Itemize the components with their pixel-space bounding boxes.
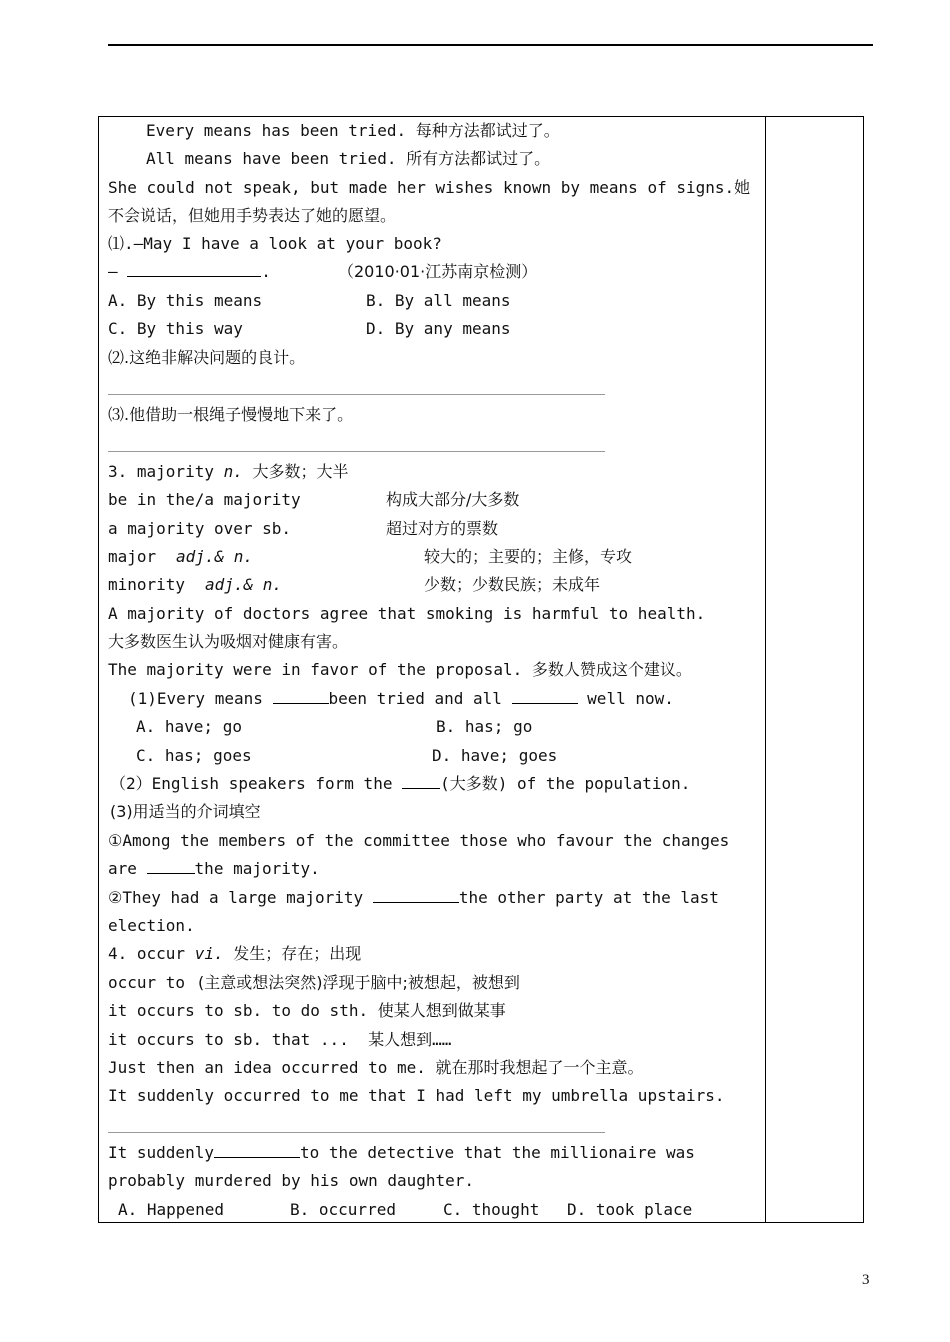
phrase-meaning: (主意或想法突然)浮现于脑中;被想起，被想到 (198, 973, 520, 992)
option-b: B. occurred (290, 1200, 396, 1219)
question-3 (108, 405, 353, 425)
question-text: to the detective that the millionaire was (299, 1143, 695, 1162)
example-sentence: The majority were in favor of the proposal. 多数人赞成这个建议。 (108, 660, 692, 679)
question-source: （2010·01·江苏南京检测） (338, 262, 538, 281)
table-column-divider (765, 116, 766, 1223)
question-2 (108, 348, 305, 368)
question-3-2 (108, 888, 719, 908)
option-d: D. have; goes (432, 746, 558, 765)
option-c: C. By this way (108, 319, 243, 338)
question-3-1: ①Among the members of the committee those who favour the changes (108, 831, 730, 850)
example-sentence: Just then an idea occurred to me. 就在那时我想起了一个主意。 (108, 1058, 644, 1077)
example-sentence: She could not speak, but made her wishes known by means of signs.她 (108, 178, 751, 197)
part-of-speech: n. (223, 462, 243, 481)
answer-blank[interactable] (373, 888, 459, 903)
vocab-word: 4. occur (108, 944, 186, 963)
vocab-heading (108, 944, 361, 964)
option-b: B. By all means (366, 291, 511, 310)
answer-blank[interactable] (512, 689, 578, 704)
option-d: D. took place (567, 1200, 693, 1219)
example-sentence: It suddenly occurred to me that I had left my umbrella upstairs. (108, 1086, 725, 1105)
answer-line: — . (108, 262, 271, 281)
question-3-2: election. (108, 916, 195, 935)
question-number: ⑶ (108, 405, 125, 424)
question-3-1 (108, 859, 320, 879)
question-1 (108, 234, 442, 254)
option-b: B. has; go (436, 717, 533, 736)
phrase-meaning: 超过对方的票数 (386, 519, 499, 538)
question (108, 1143, 695, 1163)
phrase-meaning: 构成大部分/大多数 (386, 490, 520, 509)
vocab-heading (108, 462, 349, 482)
example-translation: 大多数医生认为吸烟对健康有害。 (108, 632, 349, 651)
related-word: minority (108, 575, 186, 594)
question-number: ⑵ (108, 348, 125, 367)
dash: — (108, 262, 118, 281)
part-of-speech: adj.& n. (205, 575, 283, 594)
part-of-speech: adj.& n. (176, 547, 254, 566)
question-text: ②They had a large majority (108, 888, 364, 907)
header-rule (108, 44, 873, 46)
question-1 (128, 689, 674, 709)
vocab-meaning: 发生；存在；出现 (233, 944, 362, 963)
question-text: It suddenly (108, 1143, 214, 1162)
phrase: occur to (108, 973, 186, 992)
answer-line[interactable] (108, 1132, 605, 1133)
question-3-title: (3)用适当的介词填空 (110, 802, 261, 821)
related-word: major (108, 547, 157, 566)
phrase: a majority over sb. (108, 519, 292, 538)
answer-line[interactable] (108, 394, 605, 395)
question-text: .他借助一根绳子慢慢地下来了。 (124, 405, 354, 424)
answer-blank[interactable] (273, 689, 329, 704)
option-c: C. thought (443, 1200, 540, 1219)
question-text: are (108, 859, 137, 878)
related-meaning: 少数；少数民族；未成年 (424, 575, 601, 594)
question-text: （2）English speakers form the (110, 774, 393, 793)
question: probably murdered by his own daughter. (108, 1171, 475, 1190)
question-text: well now. (587, 689, 674, 708)
question-text: the other party at the last (458, 888, 719, 907)
question-text: the majority. (194, 859, 320, 878)
answer-blank[interactable] (127, 262, 261, 277)
option-c: C. has; goes (136, 746, 252, 765)
example-sentence: A majority of doctors agree that smoking is harmful to health. (108, 604, 706, 623)
page-number: 3 (862, 1272, 870, 1288)
question-text: (大多数) of the population. (440, 774, 691, 793)
part-of-speech: vi. (194, 944, 224, 963)
answer-blank[interactable] (214, 1143, 300, 1158)
vocab-word: 3. majority (108, 462, 214, 481)
phrase: it occurs to sb. to do sth. 使某人想到做某事 (108, 1001, 506, 1020)
phrase: be in the/a majority (108, 490, 301, 509)
answer-blank[interactable] (402, 774, 440, 789)
question-2 (110, 774, 690, 794)
option-a: A. Happened (118, 1200, 224, 1219)
answer-line[interactable] (108, 451, 605, 452)
option-a: A. have; go (136, 717, 242, 736)
example-translation: 不会说话，但她用手势表达了她的愿望。 (108, 206, 397, 225)
related-meaning: 较大的；主要的；主修，专攻 (424, 547, 633, 566)
question-number: ⑴ (108, 234, 125, 253)
question-text: (1)Every means (128, 689, 263, 708)
option-d: D. By any means (366, 319, 511, 338)
phrase: it occurs to sb. that ... 某人想到…… (108, 1030, 452, 1049)
question-text: .—May I have a look at your book? (124, 234, 442, 253)
example-sentence: All means have been tried. 所有方法都试过了。 (146, 149, 551, 168)
option-a: A. By this means (108, 291, 263, 310)
vocab-meaning: 大多数；大半 (252, 462, 349, 481)
question-text: .这绝非解决问题的良计。 (124, 348, 306, 367)
answer-blank[interactable] (147, 859, 195, 874)
question-text: been tried and all (328, 689, 502, 708)
example-sentence: Every means has been tried. 每种方法都试过了。 (146, 121, 560, 140)
